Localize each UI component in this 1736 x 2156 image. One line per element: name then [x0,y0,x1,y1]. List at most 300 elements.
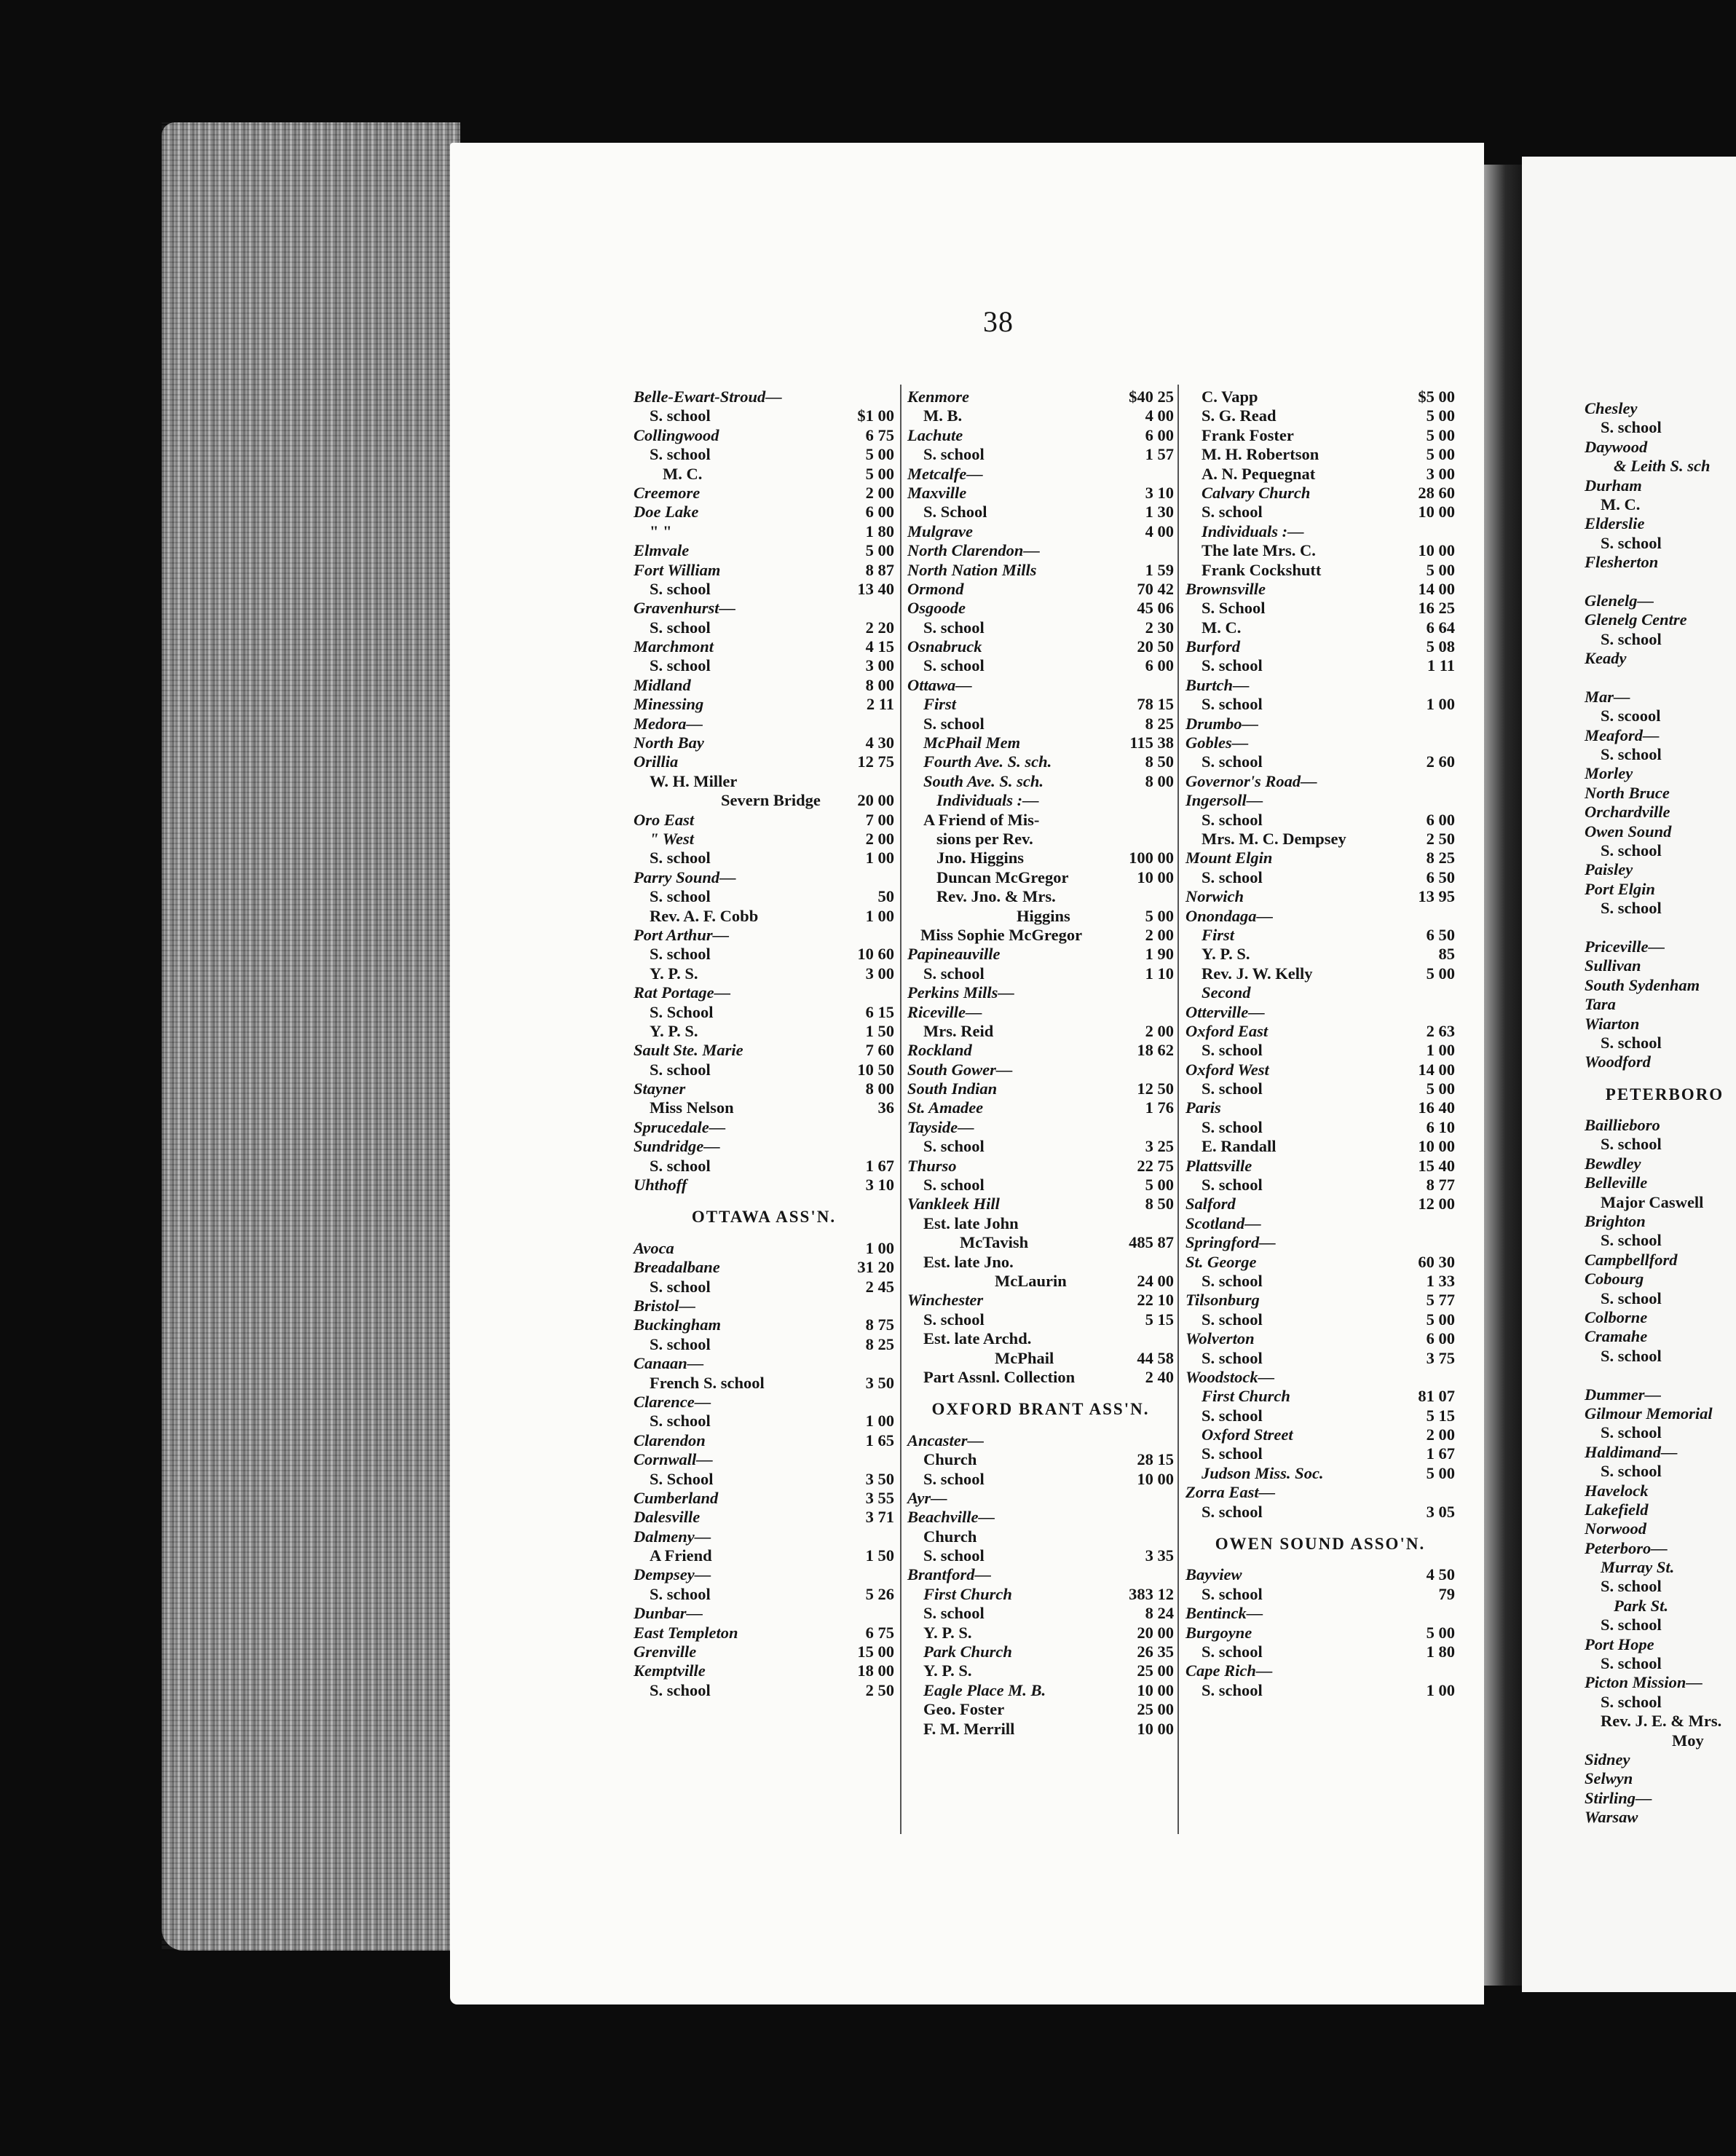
entry-label: S. school [1202,1079,1263,1098]
entry-label: Individuals :— [936,791,1039,810]
entry-label: S. school [1202,503,1263,522]
entry-label: S. School [650,1469,714,1488]
ledger-entry [634,1412,894,1431]
ledger-entry [1185,1137,1455,1156]
ledger-entry [1585,745,1736,764]
ledger-entry [1585,880,1736,899]
entry-amount: 8 25 [865,1334,894,1353]
entry-label: Mrs. Reid [923,1021,994,1040]
ledger-entry [634,983,894,1002]
entry-label: Y. P. S. [1202,945,1250,964]
entry-label: S. school [1202,1502,1263,1521]
entry-label: S. School [650,1002,714,1021]
entry-label: M. C. [1202,618,1242,637]
entry-label: Sault Ste. Marie [634,1041,743,1060]
ledger-entry [907,983,1174,1002]
ledger-entry [907,964,1174,983]
ledger-entry [907,1195,1174,1213]
entry-label: Wiarton [1585,1014,1640,1033]
entry-label: Meaford— [1585,725,1660,744]
ledger-entry [1585,1404,1736,1423]
entry-label: S. school [1601,533,1662,552]
entry-label: East Templeton [634,1623,738,1642]
entry-label: S. school [1601,629,1662,648]
entry-amount: 16 25 [1418,599,1455,618]
entry-amount: 5 00 [1426,425,1455,444]
ledger-entry [1585,1654,1736,1673]
association-heading: OTTAWA ASS'N. [691,1208,837,1227]
entry-label: S. school [923,1137,985,1156]
entry-amount: 78 15 [1137,695,1174,714]
entry-amount: 13 40 [857,579,894,598]
entry-label: Mrs. M. C. Dempsey [1202,829,1346,848]
ledger-entry [634,1604,894,1623]
ledger-entry [907,1137,1174,1156]
entry-label: S. school [1202,1041,1263,1060]
ledger-entry [634,1527,894,1546]
ledger-entry [1585,1308,1736,1327]
entry-label: S. school [650,579,711,598]
entry-label: Parry Sound— [634,867,736,886]
ledger-entry [1585,1808,1736,1827]
ledger-entry [634,1258,894,1277]
entry-label: M. H. Robertson [1202,445,1319,464]
entry-label: S. school [650,656,711,675]
entry-amount: 20 00 [857,791,894,810]
entry-amount: 5 00 [865,541,894,560]
entry-amount: 18 62 [1137,1041,1174,1060]
entry-label: " " [650,522,672,540]
ledger-entry [1585,668,1736,687]
ledger-entry [1585,1015,1736,1034]
ledger-entry [907,406,1174,425]
ledger-entry [907,580,1174,599]
entry-label: S. school [1601,841,1662,859]
entry-amount: 12 75 [857,752,894,771]
ledger-entry [1585,1769,1736,1788]
entry-label: Peterboro— [1585,1538,1668,1557]
entry-label: North Bruce [1585,783,1670,802]
ledger-entry [1185,1022,1455,1041]
entry-label: Y. P. S. [923,1661,972,1680]
entry-label: Salford [1185,1195,1236,1213]
entry-label: S. school [1202,867,1263,886]
entry-label: Osgoode [907,599,966,618]
ledger-entry [1185,1681,1455,1700]
entry-amount: 15 00 [857,1642,894,1661]
entry-amount: 6 00 [1145,425,1174,444]
ledger-entry [1185,1310,1455,1329]
entry-label: Otterville— [1185,1002,1265,1021]
entry-amount: 1 00 [1426,1680,1455,1699]
ledger-entry [1585,1616,1736,1634]
ledger-entry [1585,514,1736,533]
entry-label: First [923,695,957,714]
entry-label: Doe Lake [634,503,699,522]
ledger-entry [907,1489,1174,1508]
entry-label: Miss Sophie McGregor [920,925,1083,944]
entry-label: Severn Bridge [721,791,821,810]
entry-label: S. G. Read [1202,406,1277,425]
ledger-entry [1185,926,1455,945]
entry-amount: 28 15 [1137,1450,1174,1469]
ledger-entry [907,522,1174,541]
entry-label: S. school [650,406,711,425]
entry-label: A. N. Pequegnat [1202,464,1316,483]
ledger-entry [1585,1193,1736,1212]
entry-label: Ormond [907,579,964,598]
ledger-entry [634,1508,894,1527]
entry-label: Buckingham [634,1315,722,1334]
ledger-entry [907,887,1174,906]
entry-label: sions per Rev. [936,829,1033,848]
ledger-entry [634,445,894,464]
entry-label: Picton Mission— [1585,1673,1703,1692]
entry-amount: 22 75 [1137,1156,1174,1175]
entry-amount: 10 00 [1418,503,1455,522]
ledger-entry [907,599,1174,618]
ledger-entry [1185,406,1455,425]
ledger-entry [907,695,1174,714]
entry-label: Lakefield [1585,1500,1649,1519]
entry-label: S. school [923,445,985,464]
entry-label: Woodford [1585,1053,1651,1071]
ledger-entry [1185,849,1455,867]
entry-amount: 1 50 [865,1546,894,1565]
entry-label: Port Hope [1585,1634,1654,1653]
entry-amount: 4 15 [865,637,894,656]
ledger-entry [634,1489,894,1508]
entry-amount: 1 00 [865,1238,894,1257]
ledger-entry [1185,580,1455,599]
ledger-entry [1585,610,1736,629]
entry-amount: 5 00 [865,445,894,464]
ledger-entry [634,1098,894,1117]
entry-label: S. school [1601,1462,1662,1481]
entry-label: Baillieboro [1585,1116,1660,1135]
entry-label: Midland [634,675,691,694]
entry-label: Calvary Church [1202,483,1311,502]
ledger-entry [907,656,1174,675]
entry-label: Est. late Archd. [923,1329,1032,1348]
entry-label: S. school [650,1156,711,1175]
ledger-entry [1585,764,1736,783]
ledger-entry [1585,1289,1736,1308]
entry-amount: 5 00 [1426,560,1455,579]
entry-amount: 1 57 [1145,445,1174,464]
ledger-entry [634,676,894,695]
ledger-entry [907,465,1174,484]
entry-label: S. school [1601,1692,1662,1711]
entry-label: Minessing [634,695,704,714]
ledger-entry [1185,637,1455,656]
entry-amount: 1 00 [865,849,894,867]
entry-label: Morley [1585,764,1633,783]
entry-label: S. school [1202,1642,1263,1661]
entry-amount: 2 00 [865,829,894,848]
entry-label: Paris [1185,1098,1221,1117]
entry-amount: 36 [877,1098,894,1117]
entry-label: Havelock [1585,1481,1649,1500]
entry-label: S. school [923,1176,985,1195]
ledger-entry [1585,688,1736,707]
entry-label: Dunbar— [634,1604,703,1623]
entry-label: S. school [1202,656,1263,675]
entry-amount: 5 00 [865,464,894,483]
entry-amount: 6 75 [865,1623,894,1642]
entry-label: S. school [1601,745,1662,764]
entry-label: S. school [650,887,711,906]
entry-label: Jno. Higgins [936,849,1025,867]
entry-amount: 8 00 [865,1079,894,1098]
entry-amount: 3 55 [865,1488,894,1507]
entry-label: Geo. Foster [923,1700,1005,1719]
entry-amount: 16 40 [1418,1098,1455,1117]
ledger-entry [1185,1329,1455,1348]
entry-amount: 1 00 [865,906,894,925]
ledger-entry [634,1079,894,1098]
entry-amount: 8 75 [865,1315,894,1334]
ledger-entry [907,1272,1174,1291]
ledger-entry [1185,1425,1455,1444]
entry-label: Stirling— [1585,1788,1652,1807]
entry-amount: 1 30 [1145,503,1174,522]
ledger-entry [1585,1558,1736,1577]
entry-label: Moy [1672,1731,1704,1750]
ledger-entry [1585,1635,1736,1654]
entry-label: Ancaster— [907,1431,985,1449]
entry-amount: 1 11 [1427,656,1455,675]
ledger-entry [634,964,894,983]
ledger-entry [1585,534,1736,553]
entry-label: Rev. Jno. & Mrs. [936,887,1056,906]
entry-amount: 5 00 [1426,406,1455,425]
ledger-column-1 [634,387,894,1700]
entry-label: Burtch— [1185,675,1250,694]
entry-label: Port Elgin [1585,879,1655,898]
entry-label: S. school [1601,1654,1662,1673]
ledger-entry [634,637,894,656]
ledger-entry [907,945,1174,964]
ledger-entry [634,791,894,810]
entry-amount: 6 75 [865,425,894,444]
ledger-entry [634,1450,894,1469]
ledger-entry [907,676,1174,695]
entry-amount: 12 00 [1418,1195,1455,1213]
entry-amount: 8 87 [865,560,894,579]
ledger-entry [634,1565,894,1584]
entry-label: Second [1202,983,1251,1002]
ledger-entry [634,1157,894,1176]
entry-label: Haldimand— [1585,1442,1678,1461]
entry-label: S. school [923,618,985,637]
ledger-entry [634,887,894,906]
entry-amount: 79 [1438,1584,1455,1603]
ledger-entry [634,541,894,560]
entry-amount: 81 07 [1418,1387,1455,1406]
ledger-entry [1185,715,1455,733]
ledger-entry [634,580,894,599]
entry-label: Rev. A. F. Cobb [650,906,759,925]
entry-label: Dalesville [634,1508,701,1527]
entry-label: S. school [1202,1271,1263,1290]
ledger-entry [907,1041,1174,1060]
ledger-entry [907,1118,1174,1137]
ledger-entry [1185,1642,1455,1661]
entry-amount: 24 00 [1137,1271,1174,1290]
entry-amount: 1 80 [865,522,894,540]
entry-amount: 2 40 [1145,1367,1174,1386]
ledger-entry [1585,1231,1736,1250]
entry-label: S. scoool [1601,707,1661,725]
ledger-entry [1185,1079,1455,1098]
ledger-entry [1185,752,1455,771]
entry-label: S. school [923,714,985,733]
entry-label: Daywood [1585,437,1648,456]
entry-label: S. school [650,618,711,637]
ledger-entry [1185,1118,1455,1137]
entry-amount: 5 00 [1426,1310,1455,1329]
entry-label: Metcalfe— [907,464,983,483]
ledger-entry [907,1585,1174,1604]
ledger-entry [634,406,894,425]
entry-label: Cumberland [634,1488,719,1507]
ledger-entry [1185,1214,1455,1233]
ledger-entry [634,1003,894,1022]
ledger-entry [1585,1731,1736,1750]
ledger-entry [1185,656,1455,675]
ledger-entry [634,1585,894,1604]
page-number: 38 [983,305,1014,338]
ledger-entry [1585,630,1736,649]
entry-label: Stayner [634,1079,686,1098]
entry-amount: 1 65 [865,1431,894,1449]
ledger-entry [907,1079,1174,1098]
ledger-entry [907,618,1174,637]
ledger-entry [634,695,894,714]
ledger-entry [1585,1154,1736,1173]
entry-amount: 28 60 [1418,483,1455,502]
ledger-entry [907,1450,1174,1469]
ledger-entry [1185,964,1455,983]
ledger-entry [907,426,1174,445]
entry-amount: 8 50 [1145,752,1174,771]
entry-label: S. school [650,849,711,867]
ledger-entry [1585,976,1736,995]
entry-label: Y. P. S. [650,1021,698,1040]
entry-amount: 10 00 [1137,1469,1174,1488]
ledger-entry [1585,937,1736,956]
ledger-entry [907,387,1174,406]
ledger-entry [907,541,1174,560]
entry-label: Frank Foster [1202,425,1294,444]
ledger-entry [634,561,894,580]
entry-amount: 2 50 [865,1680,894,1699]
entry-label: Paisley [1585,860,1633,879]
entry-label: Vankleek Hill [907,1195,1000,1213]
entry-label: S. School [923,503,987,522]
entry-amount: 2 00 [1145,925,1174,944]
entry-label: Onondaga— [1185,906,1274,925]
entry-amount: 6 64 [1426,618,1455,637]
ledger-entry [1185,426,1455,445]
entry-amount: 2 50 [1426,829,1455,848]
entry-label: French S. school [650,1373,765,1392]
ledger-entry [907,1642,1174,1661]
entry-label: S. school [1601,899,1662,918]
ledger-entry [634,503,894,522]
entry-label: Rev. J. E. & Mrs. [1601,1712,1722,1731]
ledger-entry [634,522,894,541]
entry-amount: 25 00 [1137,1661,1174,1680]
ledger-entry [907,849,1174,867]
entry-label: S. school [650,1060,711,1079]
entry-amount: 3 25 [1145,1137,1174,1156]
ledger-entry [1585,1347,1736,1366]
ledger-entry [1585,1482,1736,1500]
entry-label: M. C. [1601,495,1641,514]
ledger-entry [1585,573,1736,591]
ledger-entry [907,791,1174,810]
entry-amount: 3 50 [865,1373,894,1392]
ledger-entry [634,465,894,484]
entry-label: S. school [1202,1348,1263,1367]
ledger-entry [1185,676,1455,695]
ledger-entry [907,1061,1174,1079]
ledger-entry [1585,1519,1736,1538]
ledger-entry [1585,822,1736,841]
ledger-entry [1185,1585,1455,1604]
ledger-entry [1585,1251,1736,1270]
entry-label: Elderslie [1585,514,1645,533]
ledger-entry [907,1681,1174,1700]
entry-amount: 8 77 [1426,1176,1455,1195]
ledger-entry [907,1661,1174,1680]
entry-label: Gobles— [1185,733,1249,752]
entry-label: Frank Cockshutt [1202,560,1322,579]
entry-label: A Friend [650,1546,712,1565]
ledger-entry [1185,945,1455,964]
entry-label: Major Caswell [1601,1192,1704,1211]
ledger-entry [1585,1034,1736,1053]
ledger-entry [634,811,894,830]
entry-amount: 13 95 [1418,887,1455,906]
ledger-entry [1185,599,1455,618]
entry-amount: 4 30 [865,733,894,752]
entry-label: Mar— [1585,687,1630,706]
entry-label: Brantford— [907,1565,992,1584]
entry-amount: 1 33 [1426,1271,1455,1290]
entry-amount: 2 30 [1145,618,1174,637]
entry-label: Clarendon [634,1431,706,1449]
ledger-entry [1585,1712,1736,1731]
entry-amount: 3 05 [1426,1502,1455,1521]
entry-amount: 8 50 [1145,1195,1174,1213]
ledger-entry [634,1393,894,1412]
ledger-entry [1585,1462,1736,1481]
entry-amount: 44 58 [1137,1348,1174,1367]
entry-amount: 2 00 [865,483,894,502]
entry-label: North Bay [634,733,704,752]
entry-amount: 14 00 [1418,579,1455,598]
ledger-entry [1585,1327,1736,1346]
entry-amount: 70 42 [1137,579,1174,598]
ledger-entry [634,868,894,887]
ledger-entry [1585,553,1736,572]
entry-amount: 2 60 [1426,752,1455,771]
entry-label: Individuals :— [1202,522,1304,540]
ledger-entry [907,1253,1174,1272]
